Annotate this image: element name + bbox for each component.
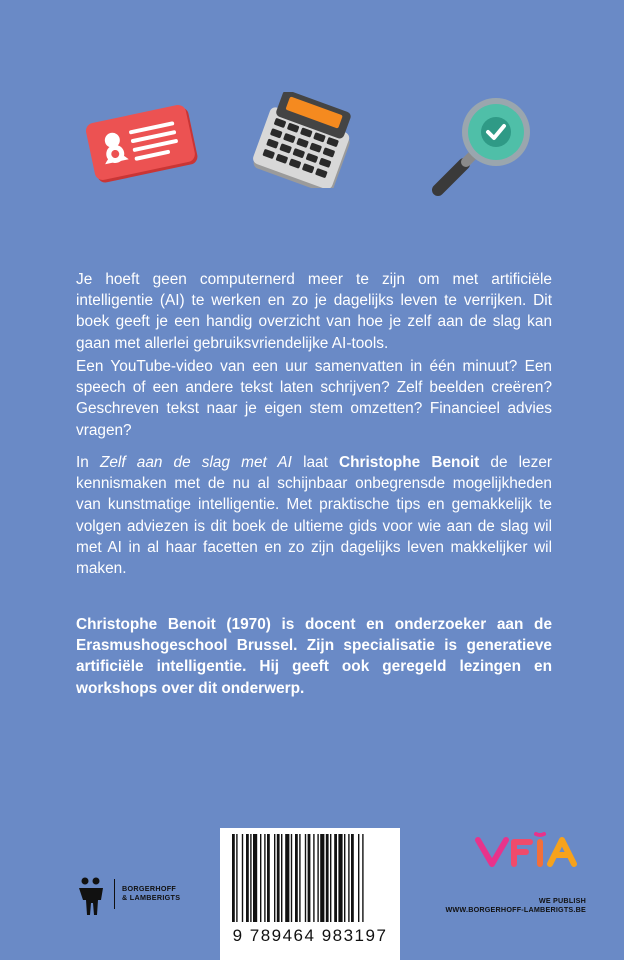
barcode-bar: [320, 834, 324, 922]
barcode-bar: [236, 834, 237, 922]
summary-paragraph: [76, 452, 552, 579]
barcode-bar: [260, 834, 261, 922]
publisher-line-2: & LAMBERIGTS: [122, 893, 181, 902]
barcode-bar: [362, 834, 363, 922]
questions-text: Een YouTube-video van een uur samenvatten in één minuut? Een speech of een andere tekst laten schrijven? Zelf beelden creëren? Geschreven tekst naar je eigen stem omzetten? Financieel advies vragen?: [76, 358, 552, 439]
barcode-bar: [281, 834, 282, 922]
publisher-line-1: BORGERHOFF: [122, 884, 177, 893]
barcode-bar: [305, 834, 306, 922]
summary-rest: de lezer kennismaken met de nu al schijnbaar onbegrensde mogelijkheden van kunstmatige intelligentie. Met praktische tips en gemakkelijk te volgen adviezen is dit boek de ultieme gids voor wie aan de slag wil met AI in al haar facetten en zo zijn dagelijks leven makkelijker wil maken.: [76, 454, 553, 578]
intro-paragraph: [76, 269, 552, 354]
barcode-bar: [264, 834, 265, 922]
barcode-bar: [348, 834, 349, 922]
calculator-icon: [246, 92, 358, 188]
magnifier-check-icon: [428, 88, 540, 200]
barcode-bar: [277, 834, 280, 922]
id-card-icon: [84, 100, 202, 190]
barcode: [220, 828, 400, 960]
barcode-bar: [242, 834, 243, 922]
isbn-number: 9 789464 983197: [232, 926, 388, 945]
author-name: Christophe Benoit: [339, 454, 480, 471]
barcode-bar: [253, 834, 257, 922]
publish-website: WWW.BORGERHOFF-LAMBERIGTS.BE: [445, 905, 586, 914]
bio-text: Christophe Benoit (1970) is docent en onderzoeker aan de Erasmushogeschool Brussel. Zijn specialisatie is generatieve artificiële intelligentie. Hij geeft ook geregeld lezingen en workshops over dit onderwerp.: [76, 616, 552, 697]
publish-line-1: WE PUBLISH: [538, 896, 586, 905]
barcode-bar: [326, 834, 329, 922]
vfa-logo: [474, 830, 590, 870]
summary-text: [76, 452, 552, 579]
questions-paragraph: [76, 356, 552, 441]
barcode-bar: [232, 834, 235, 922]
book-title: Zelf aan de slag met AI: [99, 454, 292, 471]
barcode-bar: [308, 834, 311, 922]
barcode-bar: [344, 834, 345, 922]
barcode-bar: [267, 834, 270, 922]
publish-note: [445, 896, 586, 914]
barcode-bar: [250, 834, 251, 922]
summary-laat: laat: [291, 454, 340, 471]
barcode-bar: [274, 834, 275, 922]
barcode-bar: [299, 834, 300, 922]
publisher-divider: [114, 879, 115, 909]
summary-in: In: [76, 454, 100, 471]
barcode-bar: [330, 834, 331, 922]
publisher-figure-logo: [74, 876, 108, 916]
barcode-bar: [285, 834, 289, 922]
publisher-name: [122, 884, 180, 902]
barcode-bar: [334, 834, 337, 922]
barcode-bar: [351, 834, 354, 922]
barcode-bar: [317, 834, 318, 922]
barcode-bar: [358, 834, 359, 922]
barcode-bar: [295, 834, 298, 922]
barcode-bar: [313, 834, 314, 922]
intro-text: Je hoeft geen computernerd meer te zijn om met artificiële intelligentie (AI) te werken en zo je dagelijks leven te verrijken. Dit boek geeft je een handig overzicht van hoe je zelf aan de slag kan gaan met allerlei gebruiksvriendelijke AI-tools.: [76, 271, 552, 352]
barcode-bars: [220, 828, 400, 928]
barcode-bar: [246, 834, 249, 922]
barcode-bar: [291, 834, 292, 922]
barcode-bar: [338, 834, 342, 922]
author-bio: [76, 614, 552, 699]
